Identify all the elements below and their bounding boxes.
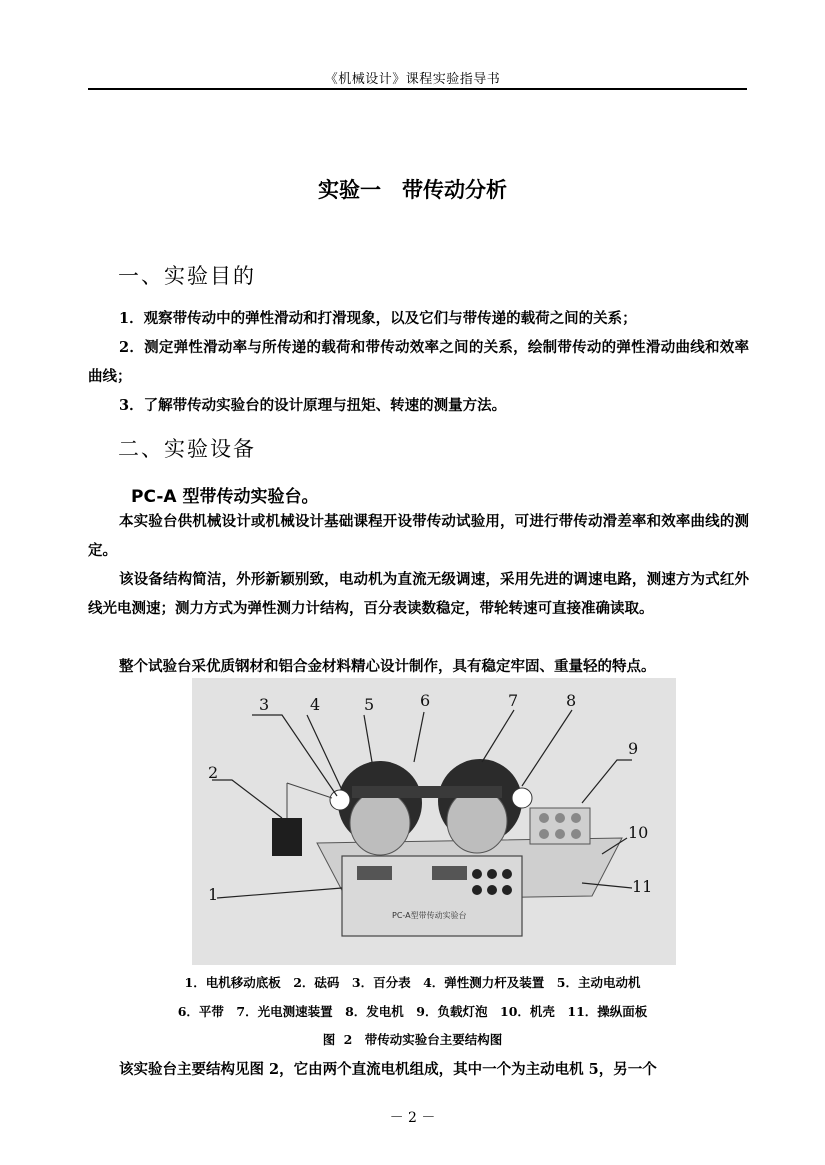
callout-2: 2: [208, 763, 219, 782]
callout-3: 3: [259, 695, 270, 714]
purpose-item-3: 3．了解带传动实验台的设计原理与扭矩、转速的测量方法。: [119, 397, 507, 414]
test-rig-photo: [192, 678, 676, 965]
callout-5: 5: [364, 695, 375, 714]
figure-legend-line-1: 1．电机移动底板 2．砝码 3．百分表 4．弹性测力杆及装置 5．主动电动机: [184, 975, 641, 990]
running-header: 《机械设计》课程实验指导书: [324, 72, 501, 87]
header-rule: [88, 88, 747, 90]
equipment-paragraph-1: 本实验台供机械设计或机械设计基础课程开设带传动试验用，可进行带传动滑差率和效率曲线的测定。: [88, 513, 749, 559]
page-number: － 2 －: [389, 1110, 436, 1126]
callout-11: 11: [632, 877, 653, 896]
callout-10: 10: [628, 823, 649, 842]
section-heading-purpose: 一、实验目的: [118, 264, 256, 288]
section-heading-equipment: 二、实验设备: [118, 437, 256, 461]
closing-paragraph: 该实验台主要结构见图 2，它由两个直流电机组成，其中一个为主动电机 5，另一个: [119, 1061, 657, 1078]
callout-1: 1: [208, 885, 219, 904]
purpose-item-2: 2．测定弹性滑动率与所传递的载荷和带传动效率之间的关系，绘制带传动的弹性滑动曲线和效率曲线；: [88, 339, 749, 385]
panel-label: PC-A型带传动实验台: [392, 911, 467, 920]
callout-9: 9: [628, 739, 639, 758]
callout-6: 6: [420, 691, 431, 710]
figure-caption: 图 2 带传动实验台主要结构图: [322, 1032, 503, 1047]
callout-8: 8: [566, 691, 577, 710]
test-rig-illustration: [192, 678, 676, 965]
equipment-paragraph-3: 整个试验台采优质钢材和铝合金材料精心设计制作，具有稳定牢固、重量轻的特点。: [119, 658, 656, 675]
callout-4: 4: [310, 695, 321, 714]
equipment-model: PC-A 型带传动实验台。: [131, 487, 319, 507]
figure-legend-line-2: 6．平带 7．光电测速装置 8．发电机 9．负载灯泡 10．机壳 11．操纵面板: [177, 1004, 648, 1019]
purpose-item-1: 1．观察带传动中的弹性滑动和打滑现象，以及它们与带传递的载荷之间的关系；: [119, 310, 637, 327]
equipment-paragraph-2: 该设备结构简洁，外形新颖别致，电动机为直流无级调速，采用先进的调速电路，测速方为式红外线光电测速；测力方式为弹性测力计结构，百分表读数稳定，带轮转速可直接准确读取。: [88, 571, 749, 617]
callout-7: 7: [508, 691, 519, 710]
page-title: 实验一 带传动分析: [318, 178, 507, 202]
